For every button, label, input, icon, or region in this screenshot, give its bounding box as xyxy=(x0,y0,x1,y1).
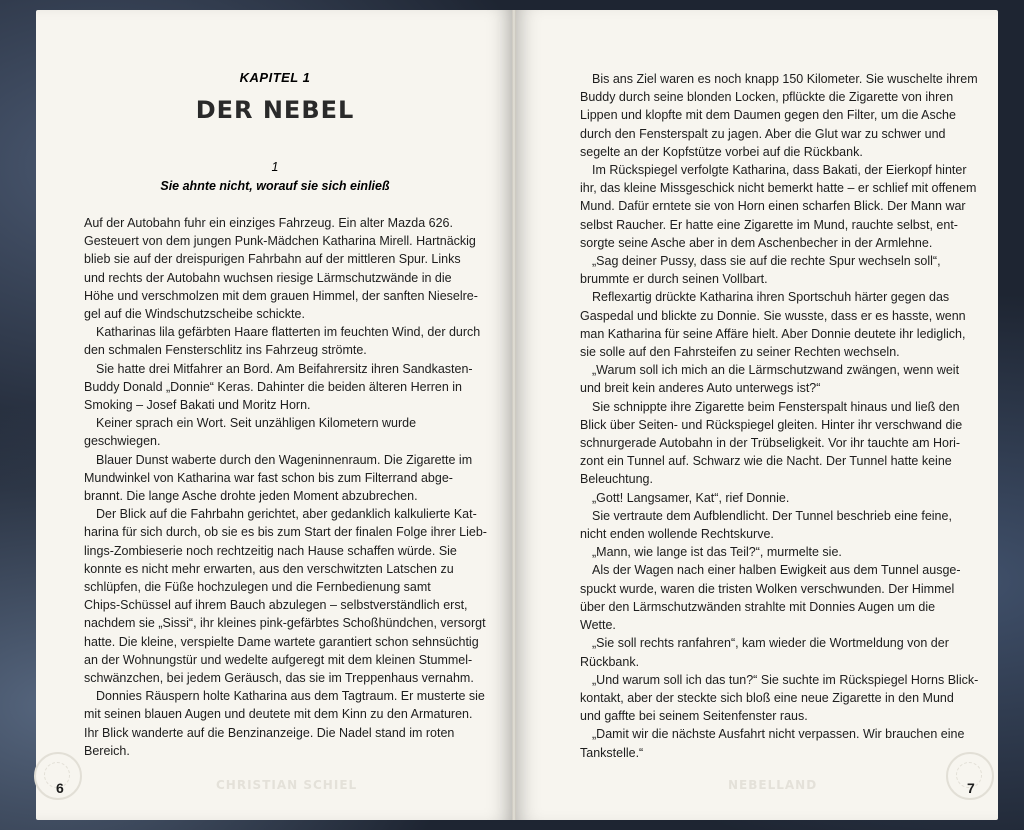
text-line: Ihr Blick wanderte auf die Benzinanzeige. Die Nadel stand im roten xyxy=(84,725,455,740)
text-line: Sie hatte drei Mitfahrer an Bord. Am Beifahrersitz ihren Sandkasten- xyxy=(96,361,473,376)
text-line: an der Wohnungstür und wedelte aufgeregt mit dem kleinen Stummel- xyxy=(84,652,473,667)
text-line: Auf der Autobahn fuhr ein einziges Fahrzeug. Ein alter Mazda 626. xyxy=(84,216,453,230)
text-line: schwänzchen, bei jedem Geräusch, das sie im Treppenhaus vernahm. xyxy=(84,671,474,686)
text-line: „Mann, wie lange ist das Teil?“, murmelte sie. xyxy=(592,545,842,560)
text-line: ihr, das kleine Missgeschick nicht bemerkt hatte – er schlief mit offenem xyxy=(580,181,977,196)
running-head-title: NEBELLAND xyxy=(728,778,818,792)
text-line: Buddy Donald „Donnie“ Keras. Dahinter die beiden älteren Herren in xyxy=(84,379,462,394)
text-line: „Und warum soll ich das tun?“ Sie suchte im Rückspiegel Horns Blick- xyxy=(592,672,979,687)
page-number-right: 7 xyxy=(967,780,975,796)
text-line: nicht enden wollende Rechtskurve. xyxy=(580,527,774,542)
right-body-text xyxy=(580,70,979,762)
text-line: hatte. Die kleine, verspielte Dame wartete garantiert schon sehnsüchtig xyxy=(84,634,479,649)
text-line: sorgte seine Asche aber in dem Aschenbecher in der Armlehne. xyxy=(580,235,933,250)
text-line: Im Rückspiegel verfolgte Katharina, dass Bakati, der Eierkopf hinter xyxy=(592,163,967,178)
text-line: Rückbank. xyxy=(580,654,640,669)
text-line: Sie schnippte ihre Zigarette beim Fensterspalt hinaus und ließ den xyxy=(592,399,960,414)
text-line: Buddy durch seine blonden Locken, pflückte die Zigarette von ihren xyxy=(580,90,954,105)
text-line: Reflexartig drückte Katharina ihren Sportschuh härter gegen das xyxy=(592,290,950,305)
text-line: geschwiegen. xyxy=(84,434,161,449)
text-line: Katharinas lila gefärbten Haare flatterten im feuchten Wind, der durch xyxy=(96,325,481,340)
text-line: Beleuchtung. xyxy=(580,472,653,487)
left-body-text xyxy=(84,214,487,760)
text-line: Wette. xyxy=(580,618,616,633)
text-line: durch den Fensterspalt zu jagen. Aber die Glut war zu schwer und xyxy=(580,126,946,141)
text-line: „Warum soll ich mich an die Lärmschutzwand zwängen, wenn weit xyxy=(592,363,960,378)
text-line: Keiner sprach ein Wort. Seit unzähligen Kilometern wurde xyxy=(96,416,417,431)
text-line: Mund. Dafür erntete sie von Horn einen scharfen Blick. Der Mann war xyxy=(580,199,966,214)
text-line: schlüpfen, die Füße hochzulegen und die Fernbedienung samt xyxy=(84,580,431,595)
chapter-label: KAPITEL 1 xyxy=(239,70,311,85)
section-subtitle: Sie ahnte nicht, worauf sie sich einließ xyxy=(160,179,390,193)
text-line: Als der Wagen nach einer halben Ewigkeit aus dem Tunnel ausge- xyxy=(592,563,961,578)
text-line: Gesteuert von dem jungen Punk-Mädchen Katharina Mirell. Hartnäckig xyxy=(84,234,476,249)
text-line: Bis ans Ziel waren es noch knapp 150 Kilometer. Sie wuschelte ihrem xyxy=(592,72,978,86)
text-line: kontakt, aber der steckte sich bloß eine neue Zigarette in den Mund xyxy=(580,690,954,705)
text-line: „Gott! Langsamer, Kat“, rief Donnie. xyxy=(592,490,790,505)
text-line: Sie vertraute dem Aufblendlicht. Der Tunnel beschrieb eine feine, xyxy=(592,508,952,523)
text-line: sie solle auf den Fahrsteifen zu seiner Rechten wechseln. xyxy=(580,345,900,360)
text-line: Blauer Dunst waberte durch den Wageninnenraum. Die Zigarette im xyxy=(96,452,473,467)
text-line: man Katharina für seine Affäre hielt. Aber Donnie deutete ihr lediglich, xyxy=(580,326,966,341)
text-line: blieb sie auf der dreispurigen Fahrbahn auf der mittleren Spur. Links xyxy=(84,252,461,267)
text-line: lings-Zombieserie noch rechtzeitig nach Hause schaffen würde. Sie xyxy=(84,543,457,558)
text-line: nachdem sie „Sissi“, ihr kleines pink-gefärbtes Schoßhündchen, versorgt xyxy=(84,616,486,631)
running-head-author: CHRISTIAN SCHIEL xyxy=(216,778,358,792)
text-line: Höhe und verschmolzen mit dem grauen Himmel, der sanften Nieselre- xyxy=(84,288,478,303)
text-line: und gaffte bei seinem Seitenfenster raus. xyxy=(580,709,808,724)
text-line: „Damit wir die nächste Ausfahrt nicht verpassen. Wir brauchen eine xyxy=(592,727,965,742)
book-gutter xyxy=(512,10,516,820)
text-line: Smoking – Josef Bakati und Moritz Horn. xyxy=(84,398,311,413)
text-line: Gaspedal und blickte zu Donnie. Sie wusste, dass er es hasste, wenn xyxy=(580,308,966,323)
text-line: Chips-Schüssel auf ihrem Bauch abzulegen – selbstverständlich erst, xyxy=(84,598,468,613)
text-line: über den Lärmschutzwänden strahlte mit Donnies Augen um die xyxy=(580,599,936,614)
text-line: selbst Raucher. Er hatte eine Zigarette im Mund, rauchte selbst, ent- xyxy=(580,217,958,232)
text-line: den schmalen Fensterschlitz ins Fahrzeug strömte. xyxy=(84,343,367,358)
text-line: zont ein Tunnel auf. Schwarz wie die Nacht. Der Tunnel hatte keine xyxy=(580,454,952,469)
text-line: und breit kein anderes Auto unterwegs ist?“ xyxy=(580,381,821,396)
text-line: segelte an der Kopfstütze vorbei auf die Rückbank. xyxy=(580,144,863,159)
text-line: Lippen und klopfte mit dem Daumen gegen den Filter, um die Asche xyxy=(580,108,956,123)
text-line: Mundwinkel von Katharina war fast schon bis zum Filterrand abge- xyxy=(84,470,453,485)
text-line: mit seinen blauen Augen und deutete mit dem Kinn zu den Armaturen. xyxy=(84,707,473,722)
text-line: spuckt wurde, waren die tristen Wolken verschwunden. Der Himmel xyxy=(580,581,955,596)
text-line: Blick über Seiten- und Rückspiegel gleiten. Hinter ihr verschwand die xyxy=(580,417,963,432)
text-line: brummte er durch seinen Vollbart. xyxy=(580,272,768,287)
text-line: Bereich. xyxy=(84,743,130,758)
text-line: gel auf die Windschutzscheibe schickte. xyxy=(84,307,305,322)
text-line: schnurgerade Autobahn in der Trübseligkeit. Vor ihr tauchte am Hori- xyxy=(580,436,961,451)
page-number-left: 6 xyxy=(56,780,64,796)
section-number: 1 xyxy=(271,160,279,174)
text-line: harina für sich durch, ob sie es bis zum Start der finalen Folge ihrer Lieb- xyxy=(84,525,487,540)
text-line: Donnies Räuspern holte Katharina aus dem Tagtraum. Er musterte sie xyxy=(96,689,485,704)
chapter-title: DER NEBEL xyxy=(195,96,355,124)
text-line: Tankstelle.“ xyxy=(580,745,644,760)
text-line: „Sie soll rechts ranfahren“, kam wieder die Wortmeldung von der xyxy=(592,636,949,651)
text-line: und rechts der Autobahn wuchsen riesige Lärmschutzwände in die xyxy=(84,270,452,285)
text-line: brannt. Die lange Asche drohte jeden Moment abzubrechen. xyxy=(84,489,418,504)
text-line: konnte es nicht mehr erwarten, aus den verschwitzten Latschen zu xyxy=(84,561,454,576)
text-line: „Sag deiner Pussy, dass sie auf die rechte Spur wechseln soll“, xyxy=(592,254,941,269)
text-line: Der Blick auf die Fahrbahn gerichtet, aber gedanklich kalkulierte Kat- xyxy=(96,507,477,522)
